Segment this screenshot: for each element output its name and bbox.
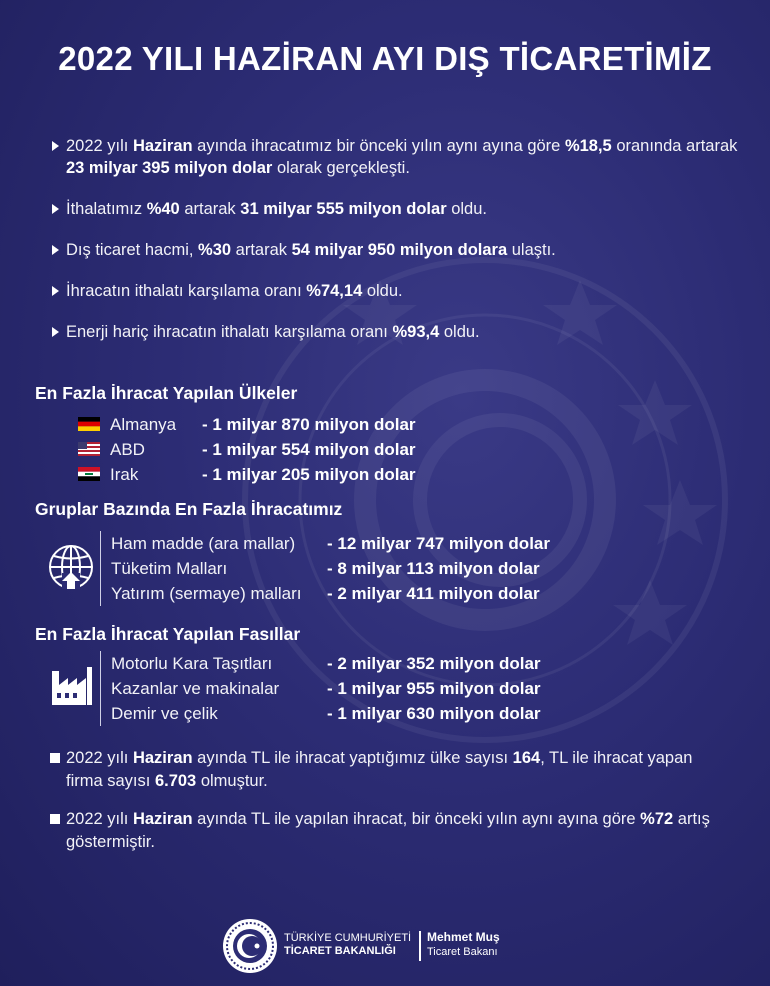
- highlight-text: 54 milyar 950 milyon dolara: [291, 241, 508, 259]
- page-title: 2022 YILI HAZİRAN AYI DIŞ TİCARETİMİZ: [58, 40, 712, 77]
- triangle-bullet-icon: [52, 141, 59, 151]
- text-segment: Enerji hariç ihracatın ithalatı karşılama oranı: [66, 323, 393, 341]
- text-segment: oldu.: [362, 282, 403, 300]
- highlight-text: 164: [512, 749, 541, 767]
- triangle-bullet-icon: [52, 245, 59, 255]
- globe-export-icon: [46, 543, 96, 591]
- country-name: Almanya: [110, 415, 177, 434]
- country-value: - 1 milyar 205 milyon dolar: [202, 465, 416, 484]
- text-segment: İhracatın ithalatı karşılama oranı: [66, 282, 307, 300]
- text-segment: artış göstermiştir.: [66, 810, 710, 851]
- square-bullet-icon: [50, 753, 60, 763]
- summary-bullet: [50, 135, 740, 179]
- ministry-line1: TÜRKİYE CUMHURİYETİ: [284, 932, 412, 944]
- triangle-bullet-icon: [52, 286, 59, 296]
- chapter-name: Demir ve çelik: [111, 704, 218, 723]
- chapters-section-title: En Fazla İhracat Yapılan Fasıllar: [35, 624, 301, 644]
- iraq-flag-icon: [78, 467, 100, 481]
- group-value: - 8 milyar 113 milyon dolar: [327, 559, 540, 578]
- list-item: [111, 651, 541, 676]
- usa-flag-icon: [78, 442, 100, 456]
- country-value: - 1 milyar 870 milyon dolar: [202, 415, 416, 434]
- text-segment: , TL ile ihracat yapan firma sayısı: [66, 749, 693, 790]
- text-segment: olmuştur.: [196, 772, 268, 790]
- footer-divider: [419, 931, 421, 961]
- highlight-text: %30: [198, 241, 232, 259]
- text-segment: 2022 yılı: [66, 137, 133, 155]
- country-name: ABD: [110, 440, 145, 459]
- ministry-line2: TİCARET BAKANLIĞI: [284, 945, 396, 957]
- list-item: [78, 437, 416, 462]
- group-value: - 2 milyar 411 milyon dolar: [327, 584, 540, 603]
- highlight-text: %93,4: [392, 323, 440, 341]
- chapter-name: Kazanlar ve makinalar: [111, 679, 280, 698]
- minister-name: Mehmet Muş: [427, 930, 500, 944]
- highlight-text: 23 milyar 395 milyon dolar: [66, 159, 273, 177]
- highlight-text: %40: [146, 200, 180, 218]
- chapter-value: - 1 milyar 955 milyon dolar: [327, 679, 541, 698]
- list-item: [78, 412, 416, 437]
- text-segment: İthalatımız: [66, 200, 147, 218]
- factory-icon: [50, 663, 94, 705]
- text-segment: artarak: [179, 200, 241, 218]
- summary-bullets: [50, 135, 740, 362]
- text-segment: 2022 yılı: [66, 810, 133, 828]
- note-bullet: [50, 808, 710, 854]
- groups-list: [100, 531, 550, 606]
- country-name: Irak: [110, 465, 139, 484]
- list-item: [111, 581, 550, 606]
- highlight-text: 6.703: [154, 772, 197, 790]
- countries-section-title: En Fazla İhracat Yapılan Ülkeler: [35, 383, 298, 403]
- group-name: Tüketim Malları: [111, 559, 228, 578]
- triangle-bullet-icon: [52, 204, 59, 214]
- summary-bullet: [50, 239, 740, 261]
- text-segment: olarak gerçekleşti.: [272, 159, 410, 177]
- minister-block: [427, 930, 500, 960]
- triangle-bullet-icon: [52, 327, 59, 337]
- germany-flag-icon: [78, 417, 100, 431]
- text-segment: oranında artarak: [611, 137, 738, 155]
- groups-section-title: Gruplar Bazında En Fazla İhracatımız: [35, 499, 343, 519]
- summary-bullet: [50, 321, 740, 343]
- highlight-text: Haziran: [132, 810, 193, 828]
- country-value: - 1 milyar 554 milyon dolar: [202, 440, 416, 459]
- text-segment: ayında ihracatımız bir önceki yılın aynı ayına göre: [192, 137, 565, 155]
- text-segment: 2022 yılı: [66, 749, 133, 767]
- notes-bullets: [50, 747, 710, 869]
- text-segment: Dış ticaret hacmi,: [66, 241, 199, 259]
- list-item: [111, 531, 550, 556]
- highlight-text: %74,14: [306, 282, 363, 300]
- list-item: [111, 701, 541, 726]
- chapter-value: - 1 milyar 630 milyon dolar: [327, 704, 541, 723]
- text-segment: oldu.: [439, 323, 480, 341]
- ministry-name: [284, 932, 411, 958]
- countries-list: [78, 412, 416, 487]
- minister-title: Ticaret Bakanı: [427, 946, 498, 958]
- ministry-emblem-icon: [222, 918, 278, 974]
- text-segment: ulaştı.: [507, 241, 556, 259]
- chapters-list: [100, 651, 541, 726]
- text-segment: ayında TL ile yapılan ihracat, bir önceki yılın aynı ayına göre: [192, 810, 641, 828]
- square-bullet-icon: [50, 814, 60, 824]
- group-value: - 12 milyar 747 milyon dolar: [327, 534, 550, 553]
- highlight-text: %18,5: [564, 137, 612, 155]
- group-name: Ham madde (ara mallar): [111, 534, 296, 553]
- group-name: Yatırım (sermaye) malları: [111, 584, 302, 603]
- note-bullet: [50, 747, 710, 793]
- highlight-text: Haziran: [132, 749, 193, 767]
- summary-bullet: [50, 198, 740, 220]
- text-segment: ayında TL ile ihracat yaptığımız ülke sayısı: [192, 749, 513, 767]
- list-item: [111, 556, 550, 581]
- list-item: [78, 462, 416, 487]
- text-segment: artarak: [231, 241, 292, 259]
- chapter-name: Motorlu Kara Taşıtları: [111, 654, 273, 673]
- list-item: [111, 676, 541, 701]
- highlight-text: Haziran: [132, 137, 193, 155]
- highlight-text: %72: [640, 810, 674, 828]
- highlight-text: 31 milyar 555 milyon dolar: [240, 200, 447, 218]
- chapter-value: - 2 milyar 352 milyon dolar: [327, 654, 541, 673]
- summary-bullet: [50, 280, 740, 302]
- text-segment: oldu.: [446, 200, 487, 218]
